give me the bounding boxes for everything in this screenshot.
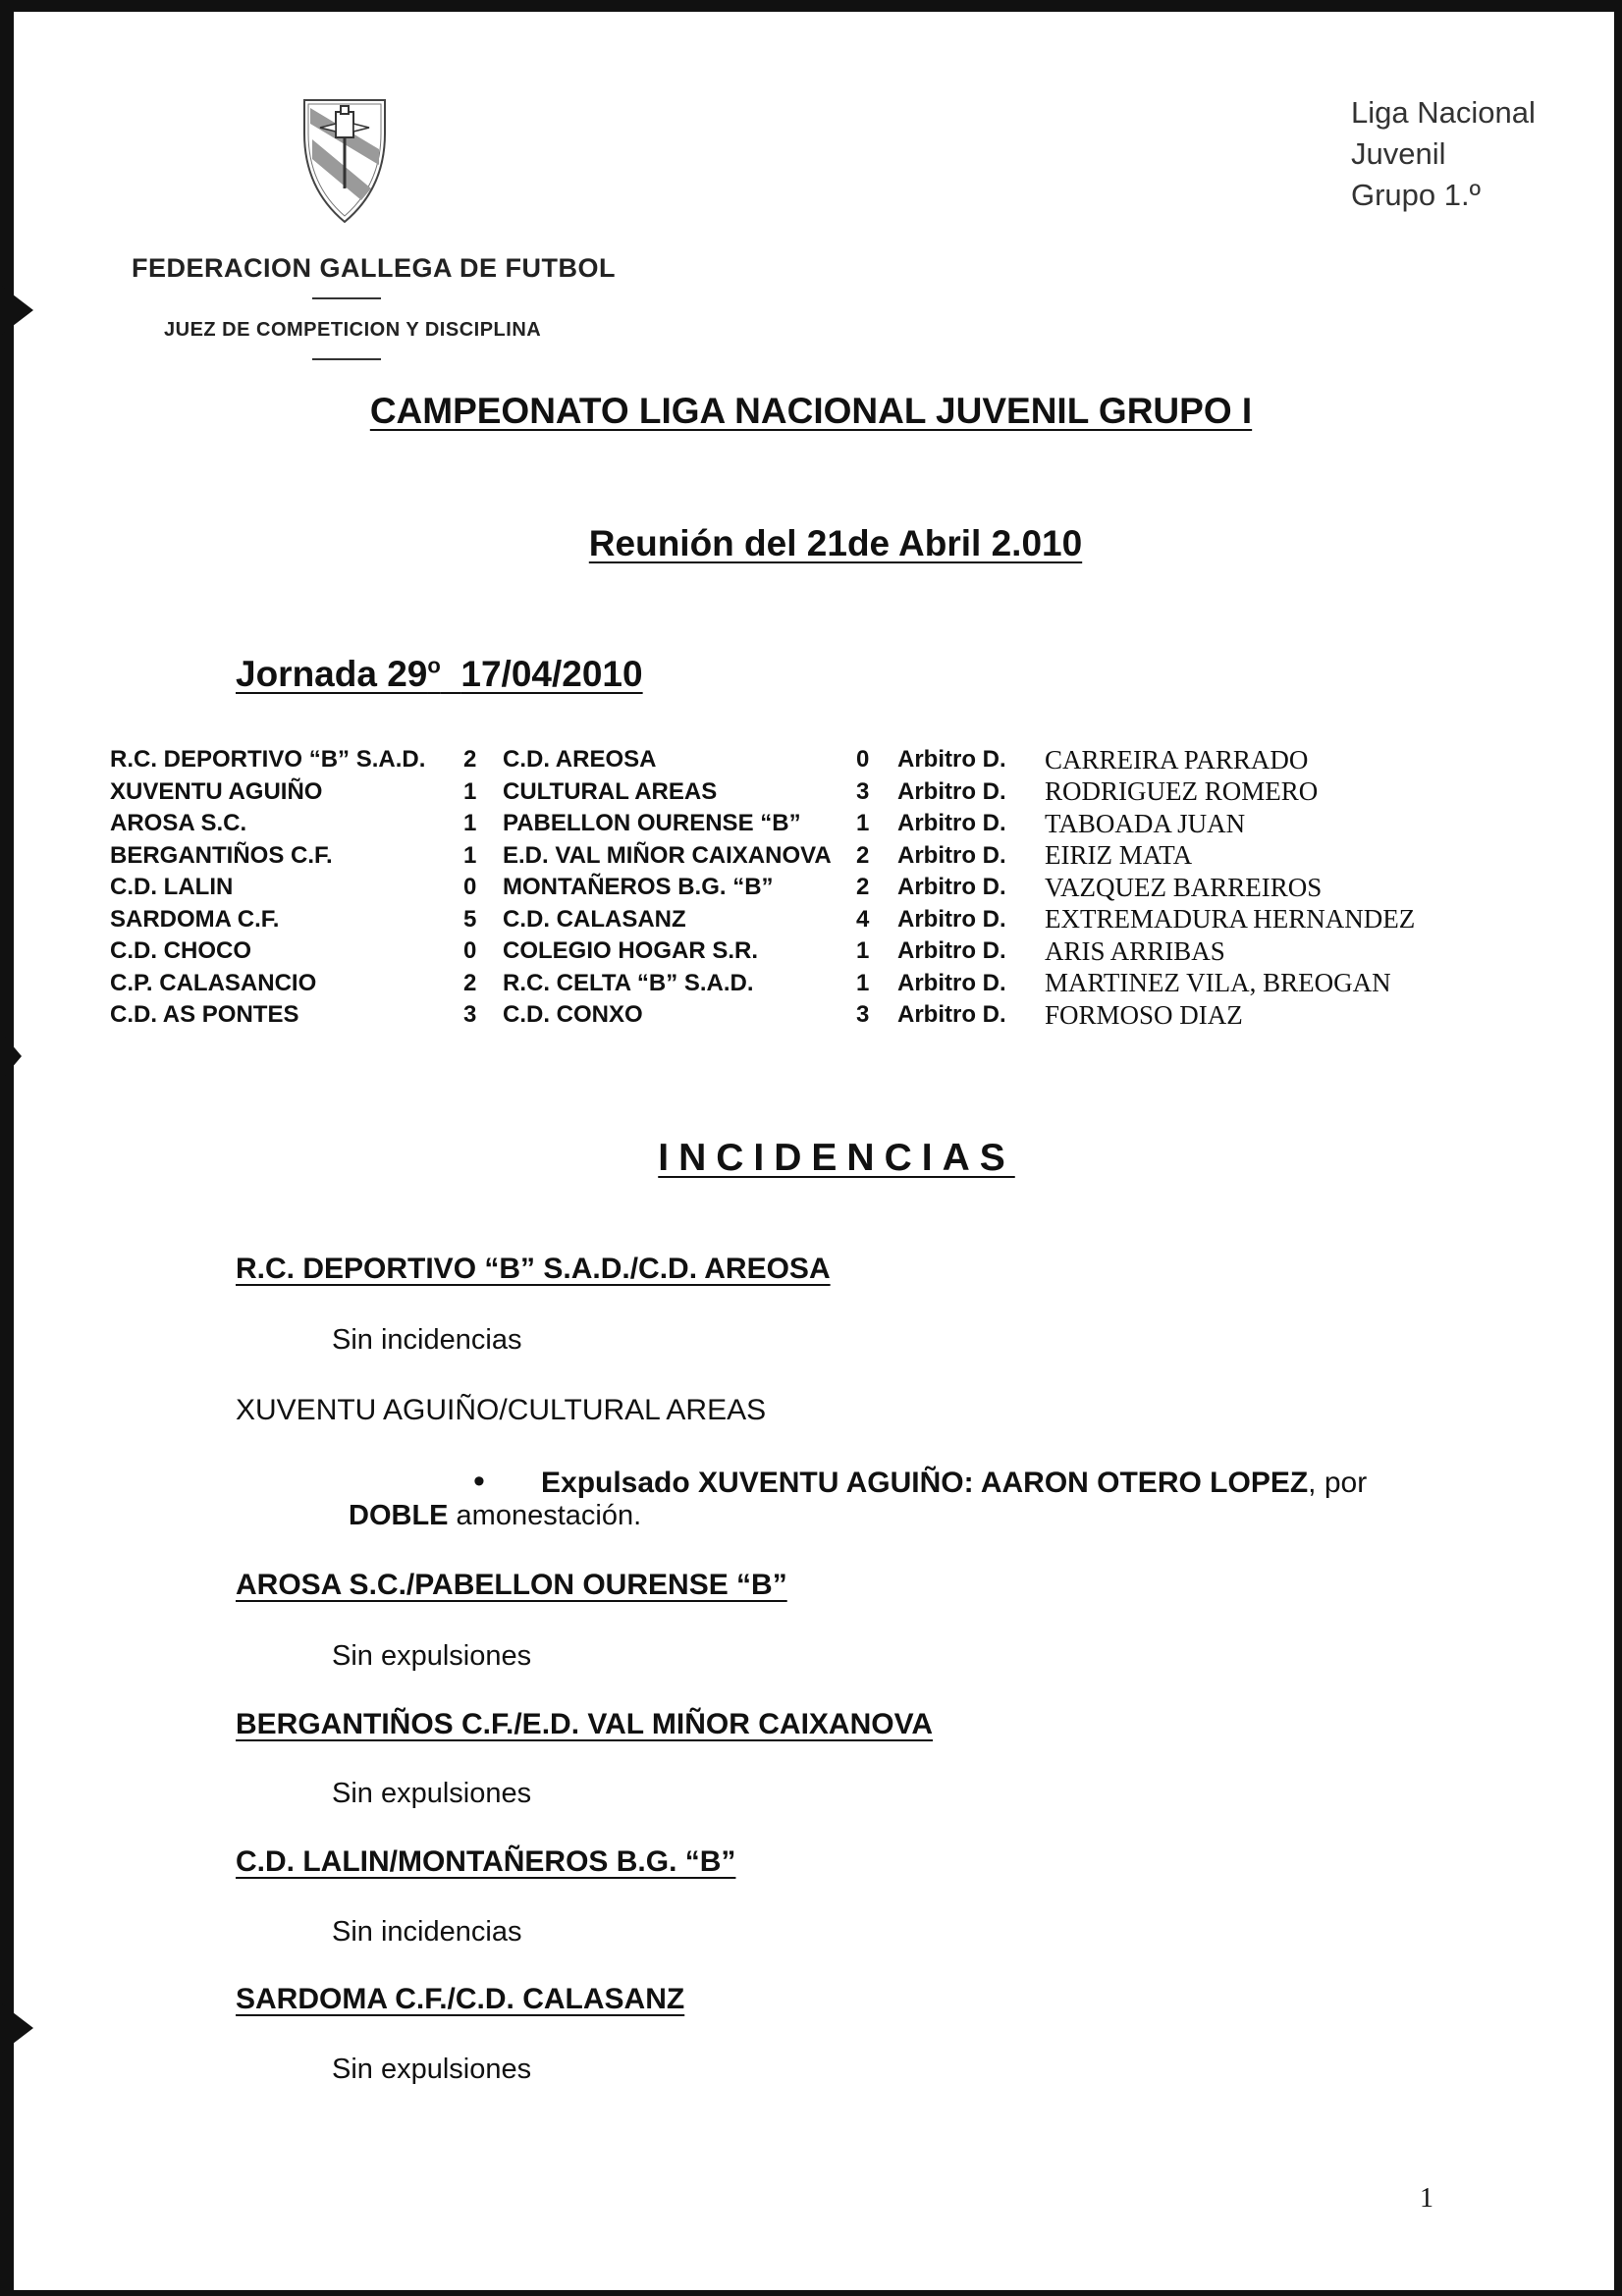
referee-name: VAZQUEZ BARREIROS	[1045, 872, 1323, 902]
scan-tear-mark	[0, 1031, 22, 1082]
referee-label: Arbitro D.	[897, 841, 1006, 869]
home-team: C.D. AS PONTES	[110, 1001, 299, 1029]
away-score: 3	[856, 777, 870, 805]
referee-name: EIRIZ MATA	[1045, 840, 1193, 871]
referee-name: CARREIRA PARRADO	[1045, 744, 1309, 774]
federation-crest-logo	[300, 94, 389, 224]
incident-note: Sin incidencias	[332, 1324, 522, 1356]
result-row	[110, 744, 1415, 776]
document-title: CAMPEONATO LIGA NACIONAL JUVENIL GRUPO I	[369, 391, 1253, 431]
home-score: 5	[463, 905, 477, 933]
result-row	[110, 904, 1415, 936]
incident-match-heading: R.C. DEPORTIVO “B” S.A.D./C.D. AREOSA	[236, 1253, 831, 1285]
incident-note: Sin expulsiones	[332, 1640, 532, 1672]
incident-sanction-continued: DOBLE amonestación.	[349, 1500, 642, 1531]
league-line: Liga Nacional	[1351, 95, 1536, 130]
referee-label: Arbitro D.	[897, 969, 1006, 996]
referee-name: EXTREMADURA HERNANDEZ	[1045, 904, 1416, 934]
home-score: 2	[463, 746, 477, 774]
away-team: COLEGIO HOGAR S.R.	[503, 937, 759, 965]
home-team: C.P. CALASANCIO	[110, 969, 317, 996]
home-score: 1	[463, 810, 477, 837]
home-team: AROSA S.C.	[110, 810, 247, 837]
away-team: E.D. VAL MIÑOR CAIXANOVA	[503, 841, 832, 869]
referee-label: Arbitro D.	[897, 777, 1006, 805]
home-score: 0	[463, 937, 477, 965]
away-team: C.D. CALASANZ	[503, 905, 686, 933]
bullet-icon: •	[473, 1463, 485, 1500]
referee-name: RODRIGUEZ ROMERO	[1045, 776, 1319, 807]
incident-note: Sin expulsiones	[332, 2054, 532, 2085]
league-line: Juvenil	[1351, 136, 1446, 171]
home-team: R.C. DEPORTIVO “B” S.A.D.	[110, 746, 426, 774]
page-number: 1	[1420, 2183, 1433, 2214]
away-score: 4	[856, 905, 870, 933]
home-score: 0	[463, 874, 477, 901]
away-score: 3	[856, 1001, 870, 1029]
referee-name: MARTINEZ VILA, BREOGAN	[1045, 968, 1391, 998]
away-team: C.D. AREOSA	[503, 746, 657, 774]
referee-name: FORMOSO DIAZ	[1045, 999, 1243, 1030]
result-row	[110, 935, 1415, 968]
results-table	[110, 744, 1415, 1032]
result-row	[110, 840, 1415, 873]
home-team: BERGANTIÑOS C.F.	[110, 841, 333, 869]
home-team: C.D. CHOCO	[110, 937, 251, 965]
away-score: 1	[856, 937, 870, 965]
result-row	[110, 872, 1415, 904]
away-score: 1	[856, 810, 870, 837]
committee-name: JUEZ DE COMPETICION Y DISCIPLINA	[164, 319, 542, 341]
league-label	[1351, 92, 1536, 216]
incident-match-heading: C.D. LALIN/MONTAÑEROS B.G. “B”	[236, 1845, 736, 1878]
incident-match-heading: AROSA S.C./PABELLON OURENSE “B”	[236, 1569, 787, 1601]
incident-match-heading: XUVENTU AGUIÑO/CULTURAL AREAS	[236, 1394, 767, 1426]
incident-match-heading: BERGANTIÑOS C.F./E.D. VAL MIÑOR CAIXANOVA	[236, 1708, 934, 1740]
referee-label: Arbitro D.	[897, 1001, 1006, 1029]
away-team: PABELLON OURENSE “B”	[503, 810, 801, 837]
incident-note: Sin incidencias	[332, 1916, 522, 1948]
scan-tear-mark	[0, 2002, 33, 2054]
referee-label: Arbitro D.	[897, 874, 1006, 901]
referee-name: TABOADA JUAN	[1045, 808, 1246, 838]
referee-label: Arbitro D.	[897, 937, 1006, 965]
result-row	[110, 776, 1415, 809]
incident-note: Sin expulsiones	[332, 1778, 532, 1809]
home-score: 1	[463, 777, 477, 805]
scan-border-bottom	[0, 2290, 1622, 2296]
away-score: 2	[856, 874, 870, 901]
away-team: MONTAÑEROS B.G. “B”	[503, 874, 774, 901]
home-score: 3	[463, 1001, 477, 1029]
home-score: 1	[463, 841, 477, 869]
incidents-title: INCIDENCIAS	[658, 1137, 1015, 1179]
federation-name: FEDERACION GALLEGA DE FUTBOL	[132, 253, 616, 283]
result-row	[110, 808, 1415, 840]
divider-line	[312, 297, 381, 299]
away-score: 0	[856, 746, 870, 774]
round-heading: Jornada 29$^o$ 17/04/2010	[236, 653, 643, 694]
away-score: 2	[856, 841, 870, 869]
home-score: 2	[463, 969, 477, 996]
incident-match-heading: SARDOMA C.F./C.D. CALASANZ	[236, 1983, 685, 2015]
away-team: C.D. CONXO	[503, 1001, 643, 1029]
league-line: Grupo 1.º	[1351, 178, 1481, 212]
home-team: C.D. LALIN	[110, 874, 234, 901]
result-row	[110, 999, 1415, 1032]
referee-label: Arbitro D.	[897, 905, 1006, 933]
scan-border-top	[0, 0, 1622, 12]
scan-tear-mark	[0, 285, 33, 336]
away-team: R.C. CELTA “B” S.A.D.	[503, 969, 754, 996]
away-score: 1	[856, 969, 870, 996]
incident-sanction: Expulsado XUVENTU AGUIÑO: AARON OTERO LOPEZ, por	[541, 1467, 1368, 1499]
result-row	[110, 968, 1415, 1000]
home-team: XUVENTU AGUIÑO	[110, 777, 323, 805]
meeting-date: Reunión del 21de Abril 2.010	[588, 523, 1083, 563]
referee-label: Arbitro D.	[897, 746, 1006, 774]
referee-label: Arbitro D.	[897, 810, 1006, 837]
away-team: CULTURAL AREAS	[503, 777, 718, 805]
divider-line	[312, 358, 381, 360]
home-team: SARDOMA C.F.	[110, 905, 280, 933]
referee-name: ARIS ARRIBAS	[1045, 935, 1225, 966]
